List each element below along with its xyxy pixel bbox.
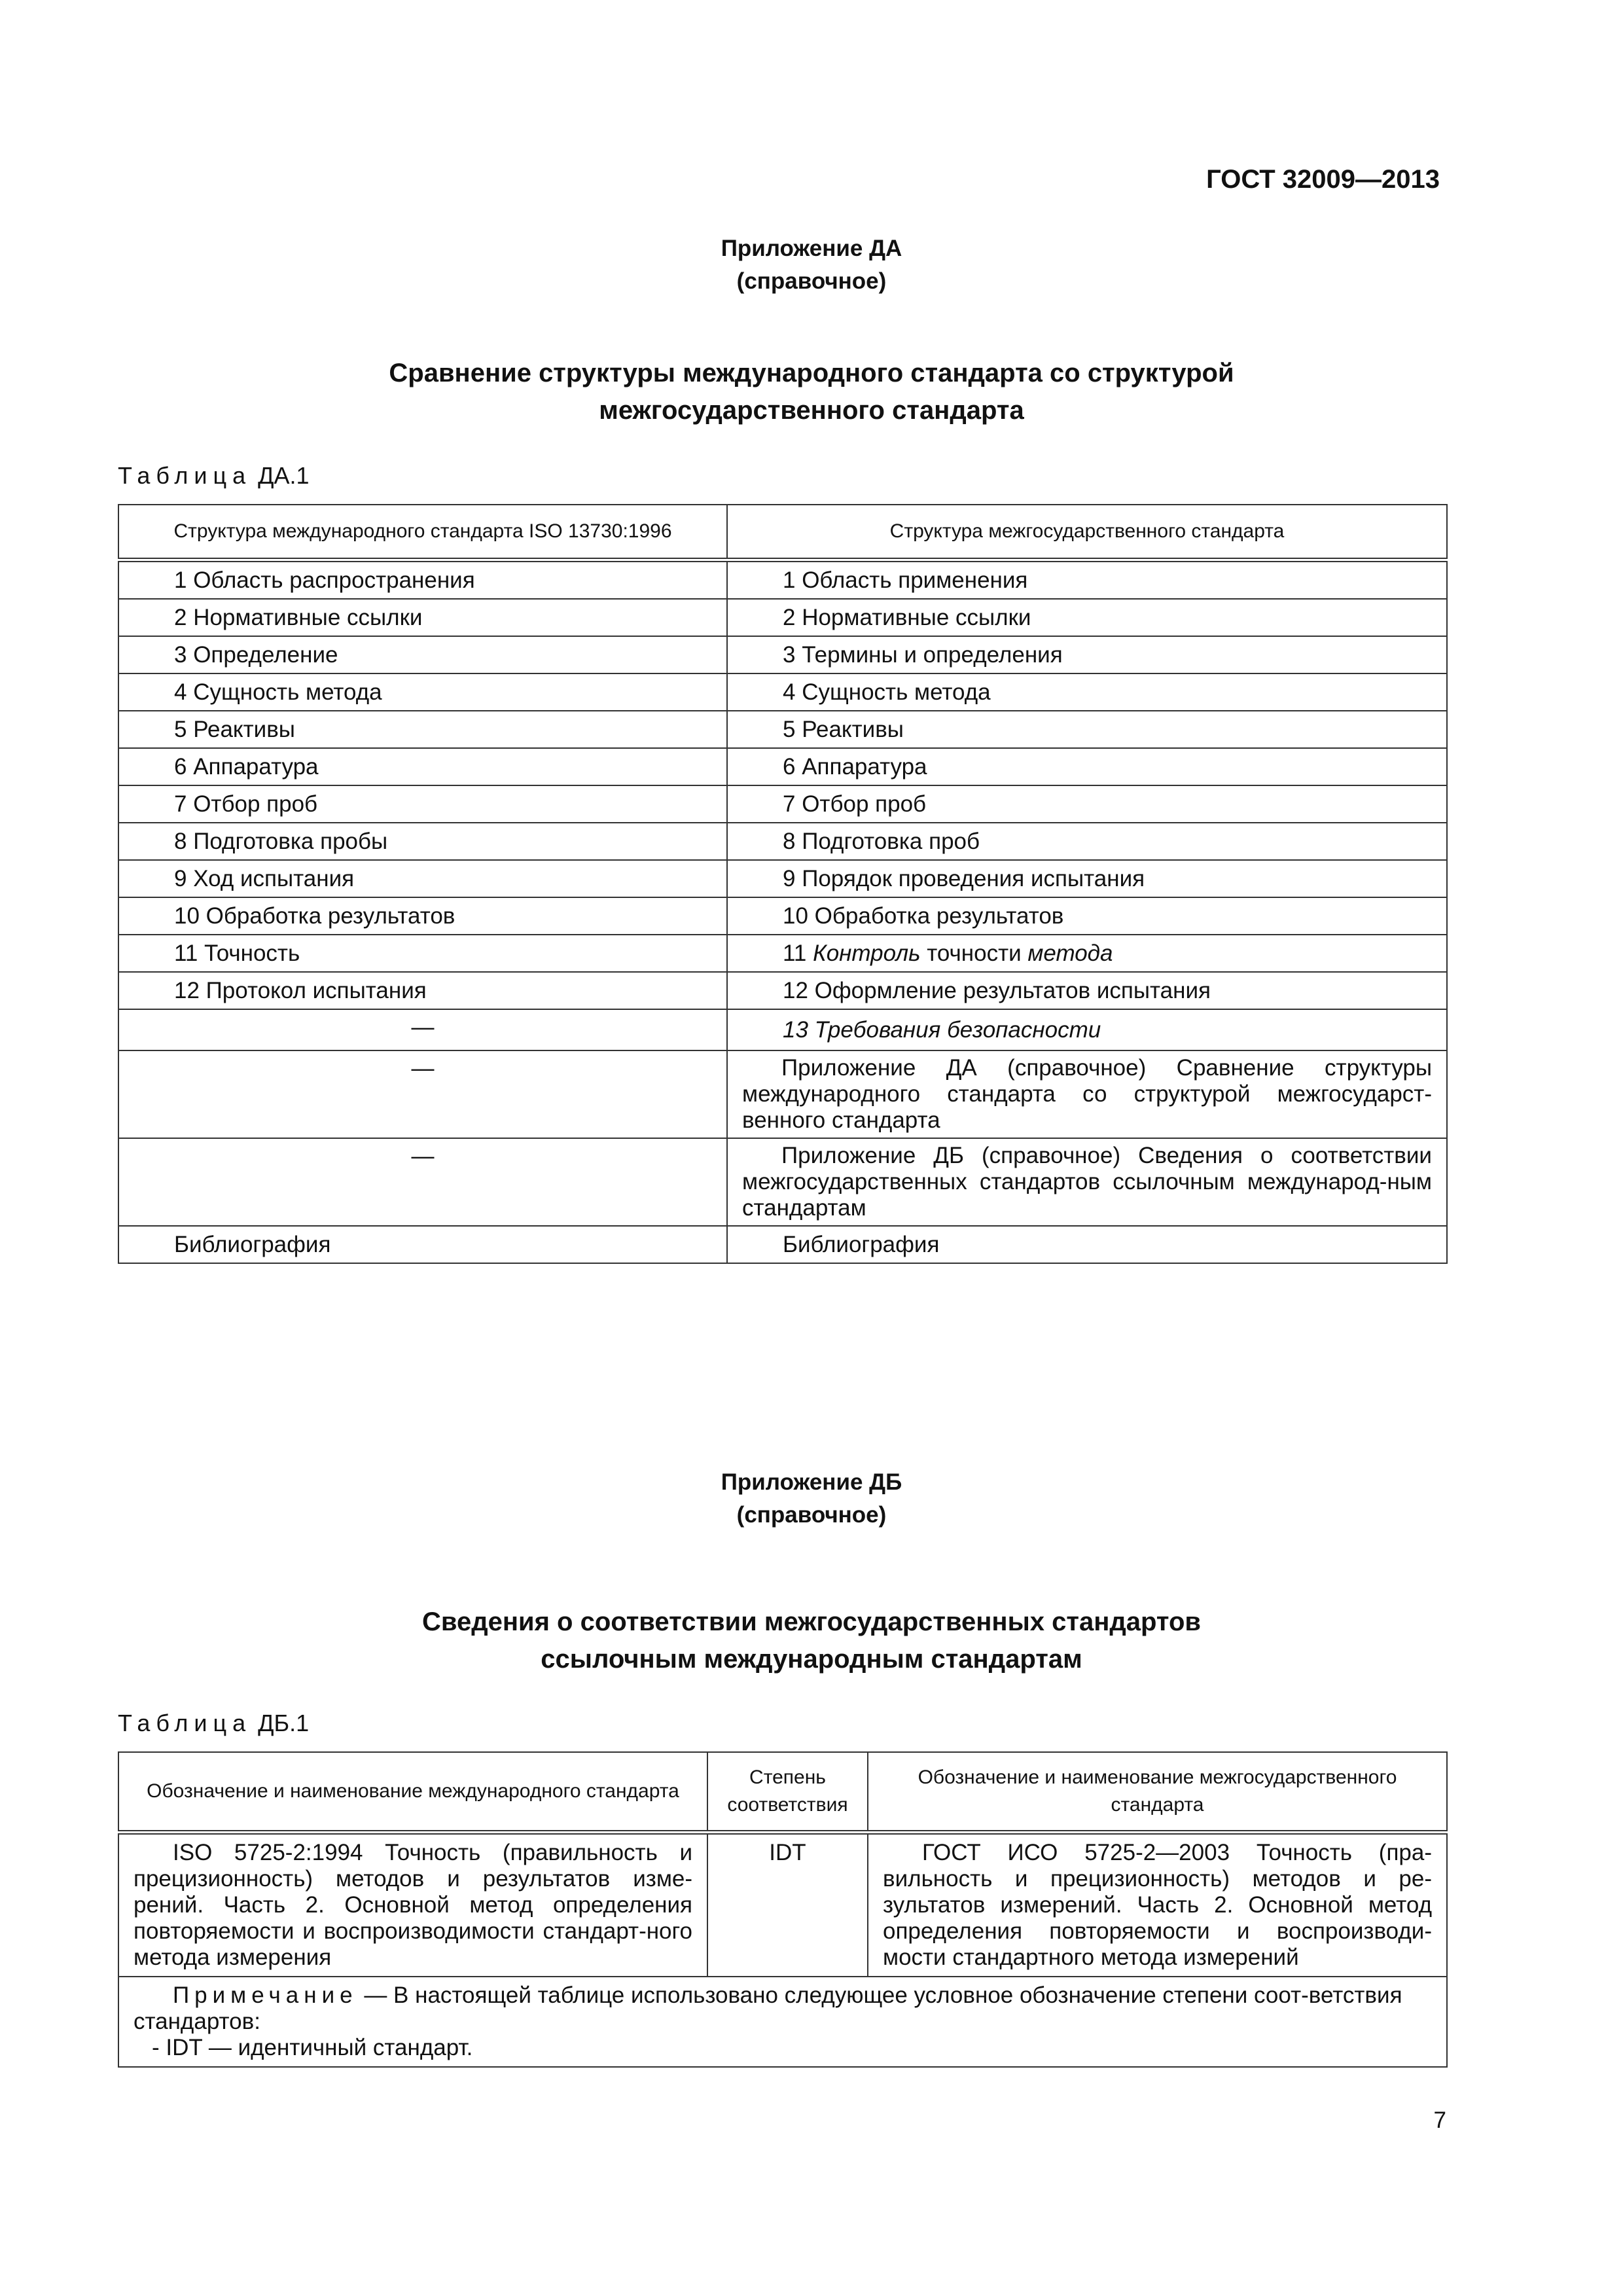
table-cell-interstate: ГОСТ ИСО 5725-2—2003 Точность (пра-вильность и прецизионность) методов и ре-зультатов измерений. Часть 2. Основной метод определения повторяемости и воспроизводи-мости стандартного метода измерений (868, 1833, 1447, 1977)
table-row (118, 1226, 1447, 1263)
table-header-row (118, 505, 1447, 560)
table-row (118, 711, 1447, 748)
table-cell-interstate: 5 Реактивы (727, 711, 1447, 748)
table-cell-international: 7 Отбор проб (118, 785, 727, 823)
table-da1-caption (118, 462, 310, 490)
table-cell-international: — (118, 1009, 727, 1050)
table-header-international: Структура международного стандарта ISO 13730:1996 (118, 505, 727, 560)
table-cell-international: 1 Область распространения (118, 560, 727, 600)
table-row (118, 823, 1447, 860)
table-cell-interstate: Библиография (727, 1226, 1447, 1263)
table-row (118, 860, 1447, 897)
table-row (118, 748, 1447, 785)
table-cell-international: 9 Ход испытания (118, 860, 727, 897)
note-text (134, 1982, 1432, 2035)
annex-da-kind: (справочное) (736, 268, 887, 294)
table-cell-interstate: 4 Сущность метода (727, 673, 1447, 711)
table-cell-interstate: 8 Подготовка проб (727, 823, 1447, 860)
table-note-row (118, 1977, 1447, 2067)
annex-da-title: Приложение ДА (721, 236, 902, 261)
table-cell-degree: IDT (707, 1833, 868, 1977)
note-list-item: - IDT — идентичный стандарт. (152, 2035, 473, 2060)
table-db1-caption-number: ДБ.1 (251, 1710, 310, 1736)
table-row (118, 897, 1447, 935)
table-cell-international: — (118, 1050, 727, 1138)
table-cell-international: 6 Аппаратура (118, 748, 727, 785)
table-cell-international: ISO 5725-2:1994 Точность (правильность и прецизионность) методов и результатов изме-рений. Часть 2. Основной метод определения повторяемости и воспроизводимости стандарт-ного метода измерения (118, 1833, 707, 1977)
table-cell-international: 3 Определение (118, 636, 727, 673)
table-row (118, 972, 1447, 1009)
table-da1-caption-number: ДА.1 (251, 462, 310, 489)
table-cell-international: 11 Точность (118, 935, 727, 972)
table-cell-interstate: Приложение ДБ (справочное) Сведения о соответствии межгосударственных стандартов ссылочным международ-ным стандартам (727, 1138, 1447, 1226)
table-header-interstate: Структура межгосударственного стандарта (727, 505, 1447, 560)
table-cell-interstate: 1 Область применения (727, 560, 1447, 600)
table-cell-interstate: 2 Нормативные ссылки (727, 599, 1447, 636)
table-db1-caption (118, 1710, 309, 1737)
table-cell-interstate: 13 Требования безопасности (727, 1009, 1447, 1050)
table-cell-international: 5 Реактивы (118, 711, 727, 748)
table-cell-interstate: 7 Отбор проб (727, 785, 1447, 823)
table-cell-international: Библиография (118, 1226, 727, 1263)
table-da1 (118, 504, 1448, 1264)
table-da1-caption-word: Таблица (118, 462, 252, 489)
table-cell-international: 4 Сущность метода (118, 673, 727, 711)
cell-italic-control: Контроль (813, 940, 921, 966)
table-cell-international: — (118, 1138, 727, 1226)
annex-db-kind: (справочное) (736, 1502, 887, 1528)
annex-da-heading-line1: Сравнение структуры международного стандарта со структурой (389, 359, 1234, 387)
table-row (118, 599, 1447, 636)
table-cell-international: 2 Нормативные ссылки (118, 599, 727, 636)
table-row (118, 1050, 1447, 1138)
table-row (118, 636, 1447, 673)
table-row (118, 1833, 1447, 1977)
note-body: — В настоящей таблице использовано следующее условное обозначение степени соот-ветствия стандартов: (134, 1982, 1402, 2034)
table-cell-international: 12 Протокол испытания (118, 972, 727, 1009)
cell-number: 11 (783, 940, 813, 966)
table-cell-interstate (727, 935, 1447, 972)
table-db1-caption-word: Таблица (118, 1710, 252, 1736)
table-row (118, 1009, 1447, 1050)
table-header-row (118, 1752, 1447, 1833)
table-cell-interstate: 6 Аппаратура (727, 748, 1447, 785)
annex-db-heading-line1: Сведения о соответствии межгосударственных стандартов (422, 1607, 1201, 1636)
table-row (118, 560, 1447, 600)
table-row (118, 673, 1447, 711)
table-cell-interstate: Приложение ДА (справочное) Сравнение структуры международного стандарта со структурой межгосударст-венного стандарта (727, 1050, 1447, 1138)
cell-italic-method: метода (1027, 940, 1113, 966)
table-header-international: Обозначение и наименование международного стандарта (118, 1752, 707, 1833)
table-cell-interstate: 10 Обработка результатов (727, 897, 1447, 935)
table-cell-interstate: 9 Порядок проведения испытания (727, 860, 1447, 897)
table-cell-interstate: 3 Термины и определения (727, 636, 1447, 673)
document-code: ГОСТ 32009—2013 (1206, 165, 1440, 194)
table-db1 (118, 1751, 1448, 2068)
table-row (118, 935, 1447, 972)
annex-db-title: Приложение ДБ (721, 1469, 902, 1495)
page-number: 7 (1433, 2108, 1446, 2133)
note-word: Примечание (173, 1982, 358, 2008)
cell-middle-text: точности (920, 940, 1028, 966)
table-note (118, 1977, 1447, 2067)
table-cell-international: 8 Подготовка пробы (118, 823, 727, 860)
table-row (118, 785, 1447, 823)
annex-da-heading-line2: межгосударственного стандарта (599, 396, 1024, 425)
table-header-degree: Степень соответствия (707, 1752, 868, 1833)
table-header-interstate: Обозначение и наименование межгосударственного стандарта (868, 1752, 1447, 1833)
table-cell-international: 10 Обработка результатов (118, 897, 727, 935)
annex-db-heading-line2: ссылочным международным стандартам (541, 1645, 1082, 1674)
table-row (118, 1138, 1447, 1226)
table-cell-interstate: 12 Оформление результатов испытания (727, 972, 1447, 1009)
